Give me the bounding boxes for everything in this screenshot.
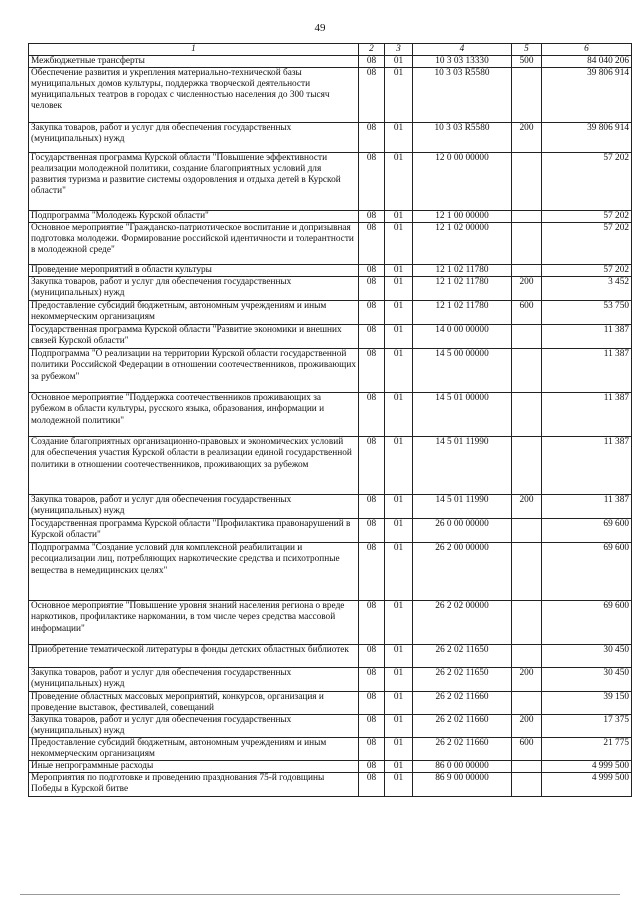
section-cell: 08 <box>359 437 385 495</box>
name-cell: Предоставление субсидий бюджетным, автономным учреждениям и иным некоммерческим организациям <box>29 301 359 325</box>
header-cell: 6 <box>542 44 632 56</box>
expense-type-cell: 200 <box>512 668 542 691</box>
subsection-cell: 01 <box>385 761 413 773</box>
name-cell: Закупка товаров, работ и услуг для обеспечения государственных (муниципальных) нужд <box>29 123 359 153</box>
code-cell: 12 1 02 11780 <box>413 301 512 325</box>
expense-type-cell <box>512 773 542 797</box>
subsection-cell: 01 <box>385 68 413 123</box>
code-cell: 14 5 01 11990 <box>413 495 512 519</box>
expense-type-cell <box>512 645 542 668</box>
name-cell: Межбюджетные трансферты <box>29 56 359 68</box>
table-row <box>29 645 632 668</box>
subsection-cell: 01 <box>385 223 413 265</box>
amount-cell: 53 750 <box>542 301 632 325</box>
section-cell: 08 <box>359 393 385 437</box>
header-cell: 5 <box>512 44 542 56</box>
code-cell: 12 1 00 00000 <box>413 211 512 223</box>
table-row <box>29 277 632 301</box>
header-cell: 1 <box>29 44 359 56</box>
table-header-row <box>29 44 632 56</box>
code-cell: 14 0 00 00000 <box>413 325 512 349</box>
table-row <box>29 349 632 393</box>
name-cell: Подпрограмма "Создание условий для комплексной реабилитации и ресоциализации лиц, потребляющих наркотические средства и психотропные вещества в немедицинских целях" <box>29 543 359 601</box>
table-row <box>29 737 632 760</box>
amount-cell: 4 999 500 <box>542 761 632 773</box>
expense-type-cell <box>512 223 542 265</box>
table-row <box>29 211 632 223</box>
name-cell: Подпрограмма "О реализации на территории Курской области государственной политики Российской Федерации в отношении соотечественников, проживающих за рубежом" <box>29 349 359 393</box>
section-cell: 08 <box>359 691 385 714</box>
expense-type-cell <box>512 761 542 773</box>
code-cell: 10 3 03 R5580 <box>413 123 512 153</box>
table-row <box>29 123 632 153</box>
amount-cell: 17 375 <box>542 714 632 737</box>
subsection-cell: 01 <box>385 691 413 714</box>
expense-type-cell <box>512 691 542 714</box>
code-cell: 26 2 02 11660 <box>413 714 512 737</box>
table-row <box>29 668 632 691</box>
expense-type-cell <box>512 543 542 601</box>
section-cell: 08 <box>359 265 385 277</box>
code-cell: 12 1 02 11780 <box>413 265 512 277</box>
table-row <box>29 153 632 211</box>
amount-cell: 11 387 <box>542 349 632 393</box>
code-cell: 26 2 02 11660 <box>413 691 512 714</box>
section-cell: 08 <box>359 543 385 601</box>
subsection-cell: 01 <box>385 56 413 68</box>
name-cell: Проведение мероприятий в области культуры <box>29 265 359 277</box>
table-row <box>29 56 632 68</box>
subsection-cell: 01 <box>385 773 413 797</box>
amount-cell: 30 450 <box>542 668 632 691</box>
expense-type-cell: 500 <box>512 56 542 68</box>
amount-cell: 11 387 <box>542 325 632 349</box>
code-cell: 12 0 00 00000 <box>413 153 512 211</box>
code-cell: 12 1 02 11780 <box>413 277 512 301</box>
name-cell: Государственная программа Курской области "Повышение эффективности реализации молодежной политики, создание благоприятных условий для развития туризма и развитие системы оздоровления и отдыха детей в Курской области" <box>29 153 359 211</box>
expense-type-cell: 200 <box>512 495 542 519</box>
amount-cell: 69 600 <box>542 519 632 543</box>
subsection-cell: 01 <box>385 153 413 211</box>
subsection-cell: 01 <box>385 668 413 691</box>
subsection-cell: 01 <box>385 349 413 393</box>
table-row <box>29 68 632 123</box>
expense-type-cell <box>512 68 542 123</box>
subsection-cell: 01 <box>385 301 413 325</box>
amount-cell: 39 150 <box>542 691 632 714</box>
amount-cell: 11 387 <box>542 495 632 519</box>
name-cell: Закупка товаров, работ и услуг для обеспечения государственных (муниципальных) нужд <box>29 495 359 519</box>
subsection-cell: 01 <box>385 437 413 495</box>
expense-type-cell <box>512 349 542 393</box>
subsection-cell: 01 <box>385 495 413 519</box>
amount-cell: 69 600 <box>542 543 632 601</box>
budget-table <box>28 43 632 797</box>
amount-cell: 11 387 <box>542 437 632 495</box>
expense-type-cell <box>512 153 542 211</box>
table-row <box>29 761 632 773</box>
section-cell: 08 <box>359 349 385 393</box>
table-row <box>29 773 632 797</box>
header-cell: 3 <box>385 44 413 56</box>
code-cell: 86 9 00 00000 <box>413 773 512 797</box>
code-cell: 10 3 03 R5580 <box>413 68 512 123</box>
subsection-cell: 01 <box>385 519 413 543</box>
section-cell: 08 <box>359 211 385 223</box>
amount-cell: 39 806 914 <box>542 123 632 153</box>
expense-type-cell: 600 <box>512 737 542 760</box>
subsection-cell: 01 <box>385 123 413 153</box>
code-cell: 10 3 03 13330 <box>413 56 512 68</box>
code-cell: 26 2 02 11650 <box>413 645 512 668</box>
section-cell: 08 <box>359 601 385 645</box>
table-row <box>29 495 632 519</box>
subsection-cell: 01 <box>385 393 413 437</box>
subsection-cell: 01 <box>385 277 413 301</box>
amount-cell: 57 202 <box>542 211 632 223</box>
amount-cell: 84 040 206 <box>542 56 632 68</box>
section-cell: 08 <box>359 223 385 265</box>
code-cell: 86 0 00 00000 <box>413 761 512 773</box>
name-cell: Обеспечение развития и укрепления материально-технической базы муниципальных домов культуры, поддержка творческой деятельности муниципальных театров в городах с численностью населения до 300 тысяч человек <box>29 68 359 123</box>
expense-type-cell: 200 <box>512 123 542 153</box>
section-cell: 08 <box>359 301 385 325</box>
expense-type-cell <box>512 601 542 645</box>
section-cell: 08 <box>359 668 385 691</box>
subsection-cell: 01 <box>385 211 413 223</box>
table-row <box>29 601 632 645</box>
section-cell: 08 <box>359 737 385 760</box>
amount-cell: 57 202 <box>542 223 632 265</box>
section-cell: 08 <box>359 123 385 153</box>
name-cell: Основное мероприятие "Повышение уровня знаний населения региона о вреде наркотиков, профилактике наркомании, в том числе через средства массовой информации" <box>29 601 359 645</box>
expense-type-cell <box>512 265 542 277</box>
section-cell: 08 <box>359 645 385 668</box>
header-cell: 2 <box>359 44 385 56</box>
code-cell: 26 0 00 00000 <box>413 519 512 543</box>
section-cell: 08 <box>359 325 385 349</box>
name-cell: Государственная программа Курской области "Развитие экономики и внешних связей Курской области" <box>29 325 359 349</box>
table-row <box>29 265 632 277</box>
name-cell: Основное мероприятие "Гражданско-патриотическое воспитание и допризывная подготовка молодежи. Формирование российской идентичности и толерантности в молодежной среде" <box>29 223 359 265</box>
name-cell: Подпрограмма "Молодежь Курской области" <box>29 211 359 223</box>
amount-cell: 4 999 500 <box>542 773 632 797</box>
table-row <box>29 543 632 601</box>
expense-type-cell: 200 <box>512 277 542 301</box>
amount-cell: 21 775 <box>542 737 632 760</box>
section-cell: 08 <box>359 519 385 543</box>
code-cell: 14 5 00 00000 <box>413 349 512 393</box>
section-cell: 08 <box>359 495 385 519</box>
code-cell: 26 2 02 11650 <box>413 668 512 691</box>
subsection-cell: 01 <box>385 325 413 349</box>
section-cell: 08 <box>359 277 385 301</box>
subsection-cell: 01 <box>385 265 413 277</box>
amount-cell: 69 600 <box>542 601 632 645</box>
table-row <box>29 437 632 495</box>
name-cell: Проведение областных массовых мероприятий, конкурсов, организация и проведение выставок, фестивалей, совещаний <box>29 691 359 714</box>
section-cell: 08 <box>359 153 385 211</box>
amount-cell: 3 452 <box>542 277 632 301</box>
expense-type-cell: 600 <box>512 301 542 325</box>
table-row <box>29 223 632 265</box>
table-row <box>29 519 632 543</box>
header-cell: 4 <box>413 44 512 56</box>
expense-type-cell <box>512 393 542 437</box>
section-cell: 08 <box>359 714 385 737</box>
page-number: 49 <box>314 22 326 34</box>
subsection-cell: 01 <box>385 737 413 760</box>
name-cell: Государственная программа Курской области "Профилактика правонарушений в Курской области" <box>29 519 359 543</box>
code-cell: 12 1 02 00000 <box>413 223 512 265</box>
subsection-cell: 01 <box>385 714 413 737</box>
section-cell: 08 <box>359 56 385 68</box>
page-bottom-rule <box>20 894 620 895</box>
code-cell: 14 5 01 11990 <box>413 437 512 495</box>
name-cell: Закупка товаров, работ и услуг для обеспечения государственных (муниципальных) нужд <box>29 277 359 301</box>
section-cell: 08 <box>359 68 385 123</box>
expense-type-cell: 200 <box>512 714 542 737</box>
amount-cell: 57 202 <box>542 265 632 277</box>
expense-type-cell <box>512 519 542 543</box>
expense-type-cell <box>512 325 542 349</box>
code-cell: 14 5 01 00000 <box>413 393 512 437</box>
expense-type-cell <box>512 437 542 495</box>
table-row <box>29 393 632 437</box>
name-cell: Создание благоприятных организационно-правовых и экономических условий для обеспечения участия Курской области в реализации единой государственной политики в отношении соотечественников, проживающих за рубежом <box>29 437 359 495</box>
amount-cell: 39 806 914 <box>542 68 632 123</box>
table-row <box>29 301 632 325</box>
subsection-cell: 01 <box>385 543 413 601</box>
code-cell: 26 2 00 00000 <box>413 543 512 601</box>
name-cell: Закупка товаров, работ и услуг для обеспечения государственных (муниципальных) нужд <box>29 714 359 737</box>
table-row <box>29 714 632 737</box>
name-cell: Предоставление субсидий бюджетным, автономным учреждениям и иным некоммерческим организациям <box>29 737 359 760</box>
table-row <box>29 325 632 349</box>
expense-type-cell <box>512 211 542 223</box>
name-cell: Закупка товаров, работ и услуг для обеспечения государственных (муниципальных) нужд <box>29 668 359 691</box>
amount-cell: 57 202 <box>542 153 632 211</box>
name-cell: Приобретение тематической литературы в фонды детских областных библиотек <box>29 645 359 668</box>
code-cell: 26 2 02 11660 <box>413 737 512 760</box>
name-cell: Мероприятия по подготовке и проведению празднования 75-й годовщины Победы в Курской битве <box>29 773 359 797</box>
section-cell: 08 <box>359 773 385 797</box>
amount-cell: 30 450 <box>542 645 632 668</box>
subsection-cell: 01 <box>385 601 413 645</box>
table-row <box>29 691 632 714</box>
section-cell: 08 <box>359 761 385 773</box>
subsection-cell: 01 <box>385 645 413 668</box>
name-cell: Основное мероприятие "Поддержка соотечественников проживающих за рубежом в области культуры, русского языка, образования, информации и молодежной политики" <box>29 393 359 437</box>
amount-cell: 11 387 <box>542 393 632 437</box>
code-cell: 26 2 02 00000 <box>413 601 512 645</box>
name-cell: Иные непрограммные расходы <box>29 761 359 773</box>
